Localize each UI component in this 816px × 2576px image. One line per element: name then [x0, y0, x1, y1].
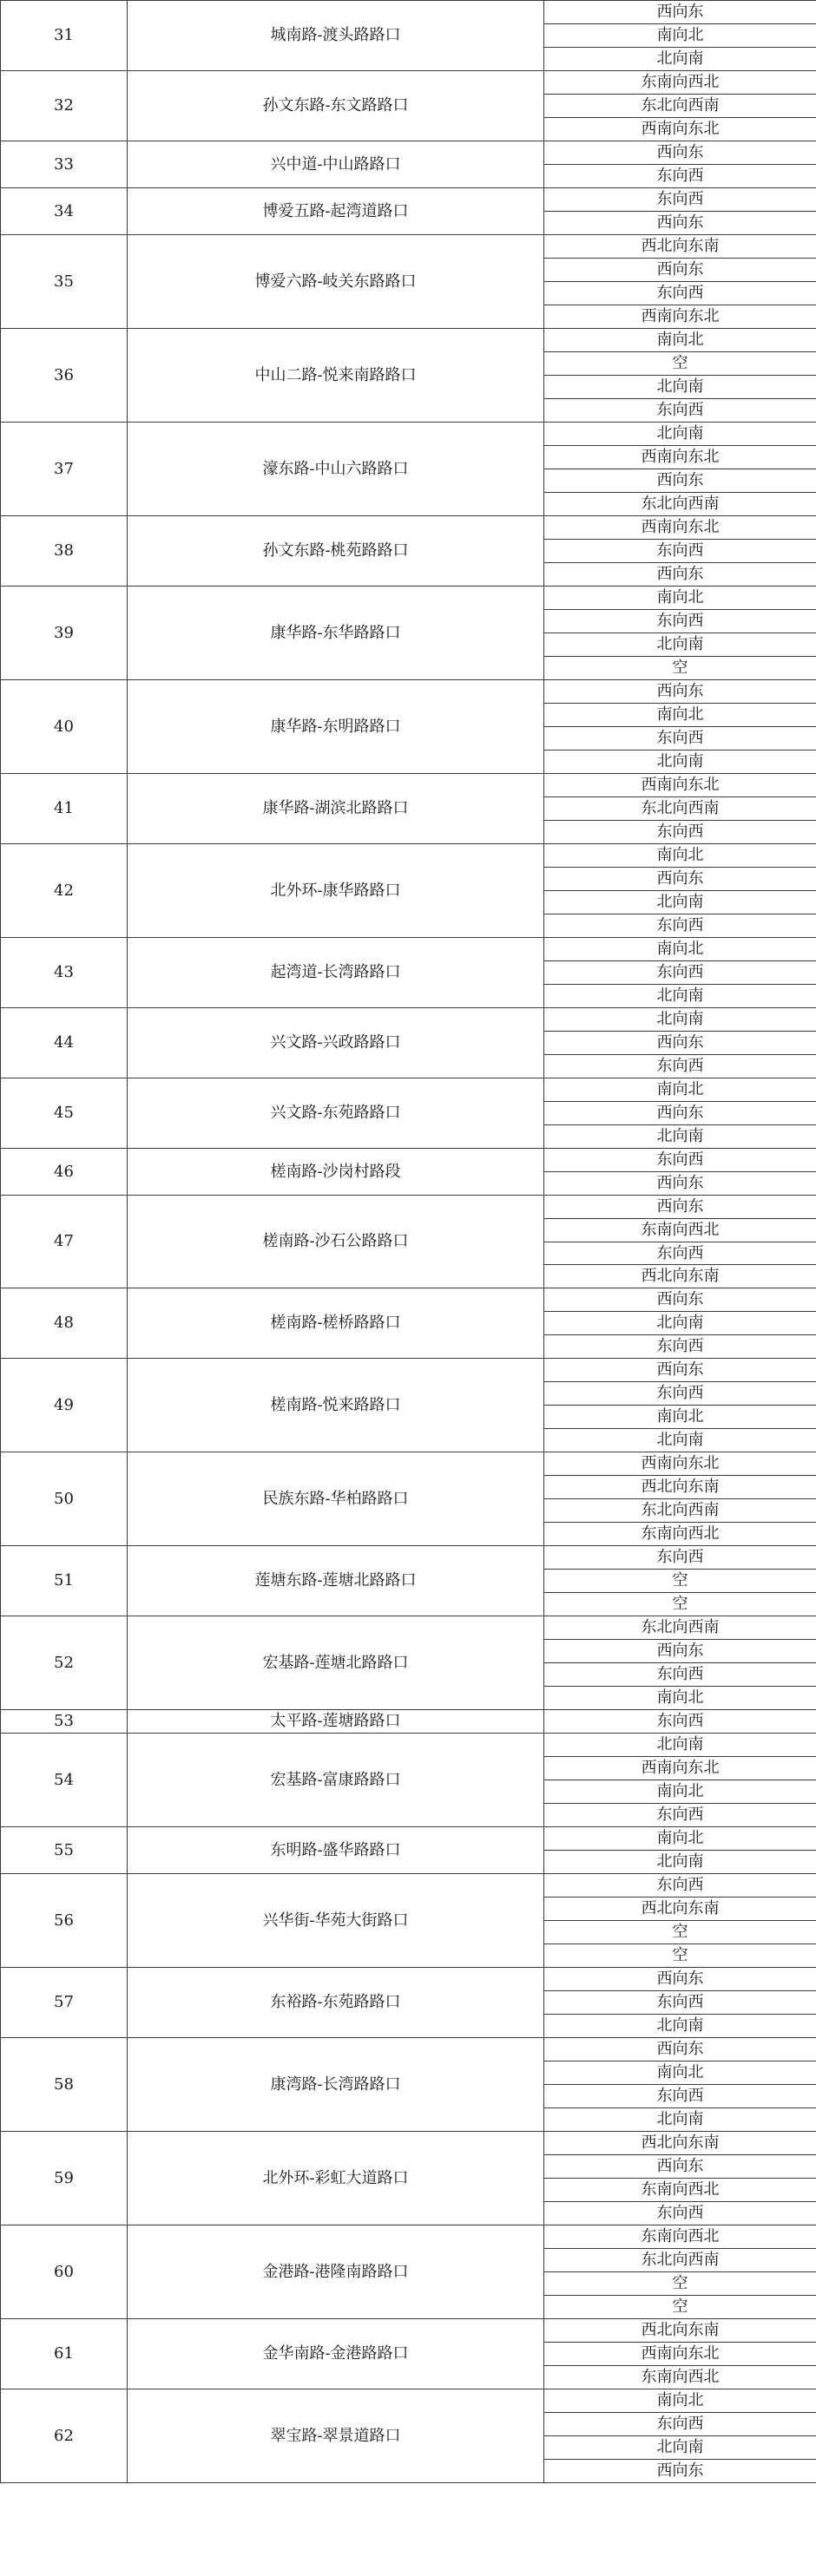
- direction-cell: 北向南: [544, 751, 816, 774]
- table-body: [1, 1, 816, 2483]
- table-row: [1, 71, 816, 95]
- table-row: [1, 141, 816, 165]
- direction-cell: 南向北: [544, 2061, 816, 2085]
- direction-cell: 东南向西北: [544, 2225, 816, 2249]
- row-number: 53: [1, 1710, 128, 1734]
- direction-cell: 西向东: [544, 212, 816, 235]
- table-row: [1, 1196, 816, 1219]
- intersection-name: 民族东路-华柏路路口: [128, 1452, 544, 1546]
- direction-cell: 北向南: [544, 48, 816, 71]
- intersection-name: 槎南路-沙石公路路口: [128, 1196, 544, 1288]
- row-number: 62: [1, 2389, 128, 2483]
- table-row: [1, 1968, 816, 1991]
- direction-cell: 北向南: [544, 2108, 816, 2132]
- direction-cell: 东向西: [544, 610, 816, 633]
- row-number: 60: [1, 2225, 128, 2319]
- direction-cell: 东向西: [544, 1149, 816, 1172]
- direction-cell: 北向南: [544, 423, 816, 446]
- direction-cell: 西南向东北: [544, 774, 816, 797]
- direction-cell: 西向东: [544, 141, 816, 165]
- table-row: [1, 1616, 816, 1640]
- row-number: 50: [1, 1452, 128, 1546]
- direction-cell: 空: [544, 2272, 816, 2296]
- row-number: 40: [1, 680, 128, 774]
- direction-cell: 南向北: [544, 2389, 816, 2413]
- direction-cell: 东向西: [544, 1874, 816, 1898]
- direction-cell: 北向南: [544, 891, 816, 914]
- direction-cell: 南向北: [544, 1827, 816, 1851]
- table-row: [1, 188, 816, 212]
- row-number: 42: [1, 844, 128, 938]
- direction-cell: 西向东: [544, 259, 816, 282]
- direction-cell: 西向东: [544, 2038, 816, 2061]
- direction-cell: 东向西: [544, 540, 816, 563]
- direction-cell: 西向东: [544, 2460, 816, 2483]
- direction-cell: 西北向东南: [544, 235, 816, 259]
- row-number: 44: [1, 1008, 128, 1078]
- direction-cell: 西南向东北: [544, 1757, 816, 1780]
- direction-cell: 东向西: [544, 1055, 816, 1078]
- row-number: 45: [1, 1078, 128, 1149]
- direction-cell: 北向南: [544, 985, 816, 1008]
- row-number: 33: [1, 141, 128, 188]
- intersection-name: 城南路-渡头路路口: [128, 1, 544, 71]
- intersection-name: 北外环-康华路路口: [128, 844, 544, 938]
- direction-cell: 空: [544, 657, 816, 680]
- direction-cell: 东向西: [544, 821, 816, 844]
- intersection-name: 博爱五路-起湾道路口: [128, 188, 544, 235]
- direction-cell: 西南向东北: [544, 446, 816, 469]
- direction-cell: 南向北: [544, 1078, 816, 1102]
- intersection-name: 起湾道-长湾路路口: [128, 938, 544, 1008]
- table-row: [1, 2225, 816, 2249]
- direction-cell: 东向西: [544, 2085, 816, 2108]
- direction-cell: 西南向东北: [544, 2343, 816, 2366]
- row-number: 52: [1, 1616, 128, 1710]
- table-row: [1, 1078, 816, 1102]
- direction-cell: 东南向西北: [544, 2366, 816, 2389]
- row-number: 43: [1, 938, 128, 1008]
- intersection-name: 宏基路-莲塘北路路口: [128, 1616, 544, 1710]
- direction-cell: 北向南: [544, 2436, 816, 2460]
- table-row: [1, 1288, 816, 1312]
- direction-cell: 西向东: [544, 1288, 816, 1312]
- direction-cell: 东向西: [544, 1663, 816, 1687]
- table-row: [1, 844, 816, 868]
- direction-cell: 北向南: [544, 633, 816, 657]
- row-number: 37: [1, 423, 128, 516]
- direction-cell: 东向西: [544, 165, 816, 188]
- table-row: [1, 774, 816, 797]
- direction-cell: 西向东: [544, 1968, 816, 1991]
- direction-cell: 东向西: [544, 914, 816, 938]
- intersection-name: 太平路-莲塘路路口: [128, 1710, 544, 1734]
- direction-cell: 东向西: [544, 1382, 816, 1406]
- direction-cell: 西南向东北: [544, 305, 816, 329]
- direction-cell: 西北向东南: [544, 1476, 816, 1499]
- direction-cell: 北向南: [544, 376, 816, 399]
- direction-cell: 西向东: [544, 868, 816, 891]
- direction-cell: 南向北: [544, 844, 816, 868]
- table-row: [1, 2132, 816, 2155]
- direction-cell: 东向西: [544, 1710, 816, 1734]
- direction-cell: 南向北: [544, 938, 816, 961]
- row-number: 34: [1, 188, 128, 235]
- direction-cell: 空: [544, 1944, 816, 1968]
- direction-cell: 南向北: [544, 1780, 816, 1804]
- row-number: 39: [1, 587, 128, 680]
- direction-cell: 东北向西南: [544, 1499, 816, 1523]
- table-row: [1, 2038, 816, 2061]
- direction-cell: 空: [544, 352, 816, 376]
- direction-cell: 东南向西北: [544, 2179, 816, 2202]
- direction-cell: 北向南: [544, 1008, 816, 1032]
- intersection-name: 濠东路-中山六路路口: [128, 423, 544, 516]
- intersection-name: 金港路-港隆南路路口: [128, 2225, 544, 2319]
- direction-cell: 西向东: [544, 1102, 816, 1125]
- intersection-name: 槎南路-槎桥路路口: [128, 1288, 544, 1359]
- table-row: [1, 680, 816, 704]
- direction-cell: 西向东: [544, 680, 816, 704]
- table-row: [1, 1734, 816, 1757]
- direction-cell: 西北向东南: [544, 1898, 816, 1921]
- intersection-name: 槎南路-悦来路路口: [128, 1359, 544, 1452]
- direction-cell: 南向北: [544, 1406, 816, 1429]
- direction-cell: 西向东: [544, 563, 816, 587]
- direction-cell: 北向南: [544, 1125, 816, 1149]
- row-number: 61: [1, 2319, 128, 2389]
- direction-cell: 东北向西南: [544, 797, 816, 821]
- intersection-name: 康湾路-长湾路路口: [128, 2038, 544, 2132]
- direction-cell: 西向东: [544, 1172, 816, 1196]
- direction-cell: 东南向西北: [544, 1219, 816, 1242]
- row-number: 49: [1, 1359, 128, 1452]
- direction-cell: 东向西: [544, 1335, 816, 1359]
- intersection-name: 兴中道-中山路路口: [128, 141, 544, 188]
- direction-cell: 东北向西南: [544, 95, 816, 118]
- direction-cell: 西南向东北: [544, 118, 816, 141]
- direction-cell: 北向南: [544, 1429, 816, 1452]
- direction-cell: 西向东: [544, 1640, 816, 1663]
- direction-cell: 东向西: [544, 2413, 816, 2436]
- direction-cell: 东向西: [544, 1546, 816, 1570]
- intersection-name: 东明路-盛华路路口: [128, 1827, 544, 1874]
- direction-cell: 东向西: [544, 1804, 816, 1827]
- table-row: [1, 423, 816, 446]
- row-number: 56: [1, 1874, 128, 1968]
- row-number: 46: [1, 1149, 128, 1196]
- row-number: 55: [1, 1827, 128, 1874]
- intersection-name: 康华路-东明路路口: [128, 680, 544, 774]
- direction-cell: 空: [544, 1593, 816, 1616]
- direction-cell: 西北向东南: [544, 1265, 816, 1288]
- row-number: 32: [1, 71, 128, 141]
- table-row: [1, 235, 816, 259]
- row-number: 57: [1, 1968, 128, 2038]
- row-number: 58: [1, 2038, 128, 2132]
- direction-cell: 西向东: [544, 2155, 816, 2179]
- table-row: [1, 938, 816, 961]
- table-row: [1, 2319, 816, 2343]
- direction-cell: 空: [544, 1570, 816, 1593]
- row-number: 41: [1, 774, 128, 844]
- direction-cell: 东向西: [544, 188, 816, 212]
- table-row: [1, 1710, 816, 1734]
- direction-cell: 东向西: [544, 961, 816, 985]
- intersection-name: 中山二路-悦来南路路口: [128, 329, 544, 423]
- direction-cell: 西向东: [544, 1032, 816, 1055]
- table-row: [1, 1149, 816, 1172]
- direction-cell: 西北向东南: [544, 2132, 816, 2155]
- row-number: 54: [1, 1734, 128, 1827]
- direction-cell: 西向东: [544, 1359, 816, 1382]
- table-row: [1, 329, 816, 352]
- direction-cell: 东北向西南: [544, 2249, 816, 2272]
- direction-cell: 南向北: [544, 329, 816, 352]
- row-number: 31: [1, 1, 128, 71]
- intersection-name: 槎南路-沙岗村路段: [128, 1149, 544, 1196]
- row-number: 47: [1, 1196, 128, 1288]
- direction-cell: 东向西: [544, 399, 816, 423]
- direction-cell: 南向北: [544, 587, 816, 610]
- row-number: 59: [1, 2132, 128, 2225]
- intersection-name: 金华南路-金港路路口: [128, 2319, 544, 2389]
- intersection-name: 孙文东路-桃苑路路口: [128, 516, 544, 587]
- intersection-name: 宏基路-富康路路口: [128, 1734, 544, 1827]
- direction-cell: 南向北: [544, 24, 816, 48]
- table-row: [1, 1827, 816, 1851]
- row-number: 36: [1, 329, 128, 423]
- direction-cell: 西向东: [544, 1, 816, 24]
- row-number: 38: [1, 516, 128, 587]
- direction-cell: 西向东: [544, 469, 816, 493]
- intersection-name: 博爱六路-岐关东路路口: [128, 235, 544, 329]
- intersection-name: 孙文东路-东文路路口: [128, 71, 544, 141]
- intersection-name: 康华路-东华路路口: [128, 587, 544, 680]
- intersection-name: 莲塘东路-莲塘北路路口: [128, 1546, 544, 1616]
- direction-cell: 东向西: [544, 727, 816, 751]
- table-row: [1, 1452, 816, 1476]
- direction-cell: 北向南: [544, 1312, 816, 1335]
- row-number: 51: [1, 1546, 128, 1616]
- direction-cell: 东北向西南: [544, 1616, 816, 1640]
- direction-cell: 东向西: [544, 2202, 816, 2225]
- direction-cell: 东南向西北: [544, 1523, 816, 1546]
- intersection-name: 兴华街-华苑大街路口: [128, 1874, 544, 1968]
- table-row: [1, 1874, 816, 1898]
- intersection-name: 翠宝路-翠景道路口: [128, 2389, 544, 2483]
- direction-cell: 北向南: [544, 2015, 816, 2038]
- direction-cell: 南向北: [544, 704, 816, 727]
- direction-cell: 东向西: [544, 1991, 816, 2015]
- row-number: 48: [1, 1288, 128, 1359]
- table-row: [1, 1, 816, 24]
- intersection-name: 兴文路-兴政路路口: [128, 1008, 544, 1078]
- direction-cell: 东北向西南: [544, 493, 816, 516]
- table-row: [1, 1008, 816, 1032]
- direction-cell: 北向南: [544, 1734, 816, 1757]
- table-row: [1, 587, 816, 610]
- intersection-name: 东裕路-东苑路路口: [128, 1968, 544, 2038]
- direction-cell: 西向东: [544, 1196, 816, 1219]
- direction-cell: 东南向西北: [544, 71, 816, 95]
- direction-cell: 北向南: [544, 1851, 816, 1874]
- direction-cell: 空: [544, 2296, 816, 2319]
- direction-cell: 西南向东北: [544, 516, 816, 540]
- table-row: [1, 1546, 816, 1570]
- table-row: [1, 1359, 816, 1382]
- direction-cell: 东向西: [544, 282, 816, 305]
- table-row: [1, 2389, 816, 2413]
- direction-cell: 南向北: [544, 1687, 816, 1710]
- direction-cell: 西南向东北: [544, 1452, 816, 1476]
- direction-cell: 空: [544, 1921, 816, 1944]
- intersection-name: 康华路-湖滨北路路口: [128, 774, 544, 844]
- table-row: [1, 516, 816, 540]
- row-number: 35: [1, 235, 128, 329]
- direction-cell: 东向西: [544, 1242, 816, 1265]
- intersection-name: 北外环-彩虹大道路口: [128, 2132, 544, 2225]
- intersection-name: 兴文路-东苑路路口: [128, 1078, 544, 1149]
- direction-cell: 西北向东南: [544, 2319, 816, 2343]
